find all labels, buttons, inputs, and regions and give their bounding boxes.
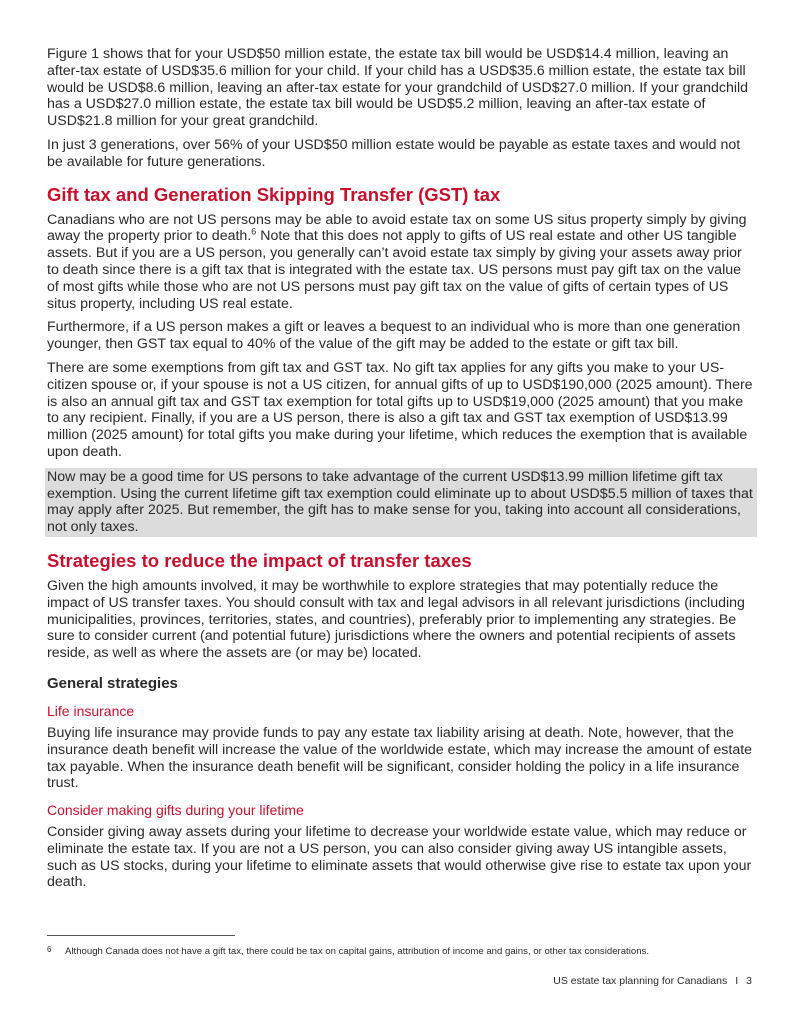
footer-title: US estate tax planning for Canadians [553, 975, 728, 987]
body-paragraph-figure-summary: Figure 1 shows that for your USD$50 million estate, the estate tax bill would be USD$14.4 million, leaving an after-tax estate of USD$35.6 million for your child. If your child has a USD$35.6 million estate, the estate tax bill would be USD$8.6 million, leaving an after-tax estate for your grandchild of USD$27.0 million. If your grandchild has a USD$27.0 million estate, the estate tax bill would be USD$5.2 million, leaving an after-tax estate of USD$21.8 million for your great grandchild. [47, 46, 749, 130]
gift-paragraph-3: There are some exemptions from gift tax and GST tax. No gift tax applies for any gifts you make to your US-citizen spouse or, if your spouse is not a US citizen, for annual gifts of up to USD$190,000 (2025 amount). There is also an annual gift tax and GST tax exemption for total gifts up to USD$19,000 (2025 amount) that you make to any recipient. Finally, if you are a US person, there is also a gift tax and GST tax exemption of USD$13.99 million (2025 amount) for total gifts you make during your lifetime, which reduces the exemption that is available upon death. [47, 359, 753, 460]
page-footer [553, 975, 752, 988]
footnote [47, 946, 755, 958]
gift-paragraph-1-text-a: Canadians who are not US persons may be able to avoid estate tax on some US situs property simply by giving away the property prior to death. [47, 211, 747, 245]
footnote-reference-6[interactable]: 6 [251, 226, 257, 237]
subheading-lifetime-gifts: Consider making gifts during your lifetime [47, 802, 304, 819]
strategies-paragraph: Given the high amounts involved, it may be worthwhile to explore strategies that may potentially reduce the impact of US transfer taxes. You should consult with tax and legal advisors in all relevant jurisdictions (including municipalities, provinces, territories, states, and countries), preferably prior to implementing any strategies. Be sure to consider current (and potential future) jurisdictions where the owners and potential recipients of assets reside, as well as where the assets are (or may be) located. [47, 577, 745, 662]
section-heading-gift-tax: Gift tax and Generation Skipping Transfer (GST) tax [47, 183, 501, 205]
life-insurance-paragraph: Buying life insurance may provide funds to pay any estate tax liability arising at death. Note, however, that the insurance death benefit will increase the value of the worldwide estate, which may increase the amount of estate tax payable. When the insurance death benefit will be significant, consider holding the policy in a life insurance trust. [47, 724, 753, 792]
document-page [47, 46, 755, 898]
callout-box [45, 468, 757, 537]
gift-paragraph-1-text-b: Note that this does not apply to gifts of US real estate and other US tangible assets. But if you are a US person, you generally can’t avoid estate tax simply by giving your assets away prior to death since there is a gift tax that is integrated with the estate tax. US persons must pay gift tax on the value of most gifts while those who are not US persons must pay gift tax on the value of gifts of certain types of US situs property, including US real estate. [47, 228, 742, 312]
callout-text: Now may be a good time for US persons to take advantage of the current USD$13.99 million lifetime gift tax exemption. Using the current lifetime gift tax exemption could eliminate up to about USD$5.5 million of taxes that may apply after 2025. But remember, the gift has to make sense for you, taking into account all considerations, not only taxes. [47, 468, 753, 536]
subheading-life-insurance: Life insurance [47, 702, 135, 719]
subheading-general-strategies: General strategies [47, 674, 178, 692]
page-number: 3 [746, 975, 752, 987]
lifetime-gifts-paragraph: Consider giving away assets during your lifetime to decrease your worldwide estate value, which may reduce or eliminate the estate tax. If you are not a US person, you can also consider giving away US intangible assets, such as US stocks, during your lifetime to eliminate assets that would otherwise give rise to estate tax upon your death. [47, 824, 752, 891]
gift-paragraph-2: Furthermore, if a US person makes a gift or leaves a bequest to an individual who is more than one generation younger, then GST tax equal to 40% of the value of the gift may be added to the estate or gift tax bill. [47, 319, 741, 353]
body-paragraph-generations: In just 3 generations, over 56% of your USD$50 million estate would be payable as estate taxes and would not be available for future generations. [47, 136, 741, 170]
gift-paragraph-1 [47, 212, 755, 313]
footnote-text: Although Canada does not have a gift tax, there could be tax on capital gains, attribution of income and gains, or other tax considerations. [65, 946, 649, 957]
section-heading-strategies: Strategies to reduce the impact of transfer taxes [47, 549, 472, 571]
footnote-number: 6 [47, 945, 52, 954]
footer-separator: I [735, 975, 739, 987]
footnote-divider [47, 935, 235, 936]
